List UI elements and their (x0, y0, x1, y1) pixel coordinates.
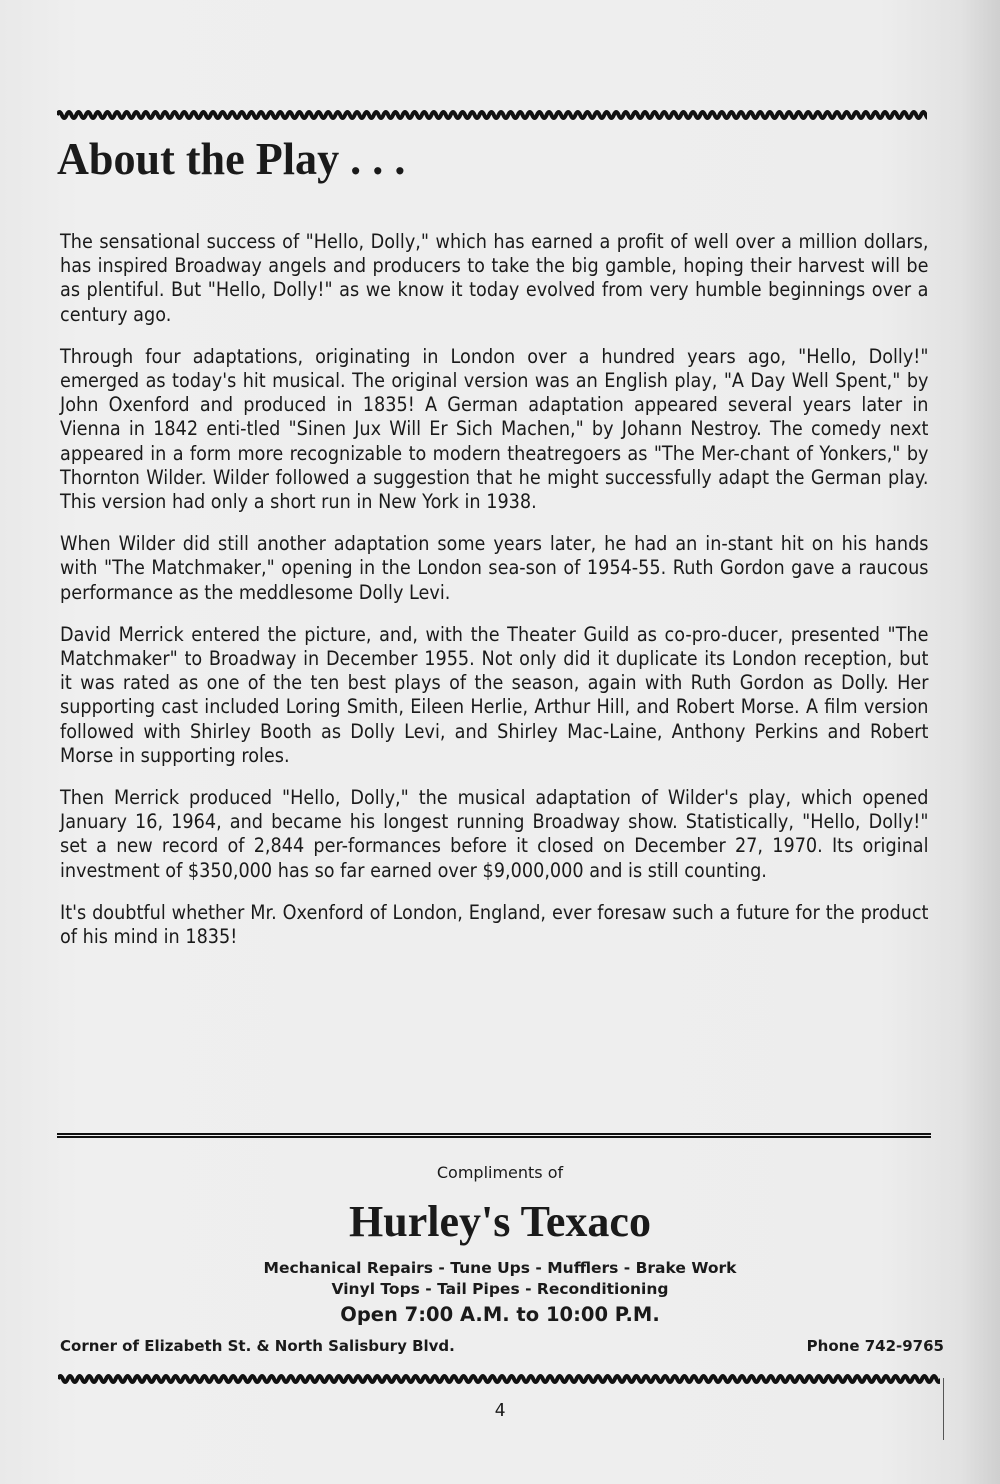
ad-services-line: Vinyl Tops - Tail Pipes - Reconditioning (331, 1280, 669, 1298)
ad-contact-row (60, 1337, 944, 1355)
ad-services-line: Mechanical Repairs - Tune Ups - Mufflers - Brake Work (263, 1259, 737, 1277)
paragraph: David Merrick entered the picture, and, with the Theater Guild as co-pro-ducer, presented "The Matchmaker" to Broadway in December 1955. Not only did it duplicate its London reception, but it was rated as one of the ten best plays of the season, again with Ruth Gordon as Dolly. Her supporting cast included Loring Smith, Eileen Herlie, Arthur Hill, and Robert Morse. A film version followed with Shirley Booth as Dolly Levi, and Shirley Mac-Laine, Anthony Perkins and Robert Morse in supporting roles. (60, 622, 929, 767)
wavy-rule-top (57, 108, 927, 122)
ad-address: Corner of Elizabeth St. & North Salisbury Blvd. (60, 1337, 455, 1355)
paragraph: Then Merrick produced "Hello, Dolly," the musical adaptation of Wilder's play, which opened January 16, 1964, and became his longest running Broadway show. Statistically, "Hello, Dolly!" set a new record of 2,844 per-formances before it closed on December 27, 1970. Its original investment of $350,000 has so far earned over $9,000,000 and is still counting. (60, 786, 929, 882)
paragraph: Through four adaptations, originating in London over a hundred years ago, "Hello, Dolly!" emerged as today's hit musical. The original version was an English play, "A Day Well Spent," by John Oxenford and produced in 1835! A German adaptation appeared several years later in Vienna in 1842 enti-tled "Sinen Jux Will Er Sich Machen," by Johann Nestroy. The comedy next appeared in a form more recognizable to modern theatregoers as "The Mer-chant of Yonkers," by Thornton Wilder. Wilder followed a suggestion that he might successfully adapt the German play. This version had only a short run in New York in 1938. (60, 344, 929, 514)
ad-hours: Open 7:00 A.M. to 10:00 P.M. (340, 1303, 660, 1326)
page-title: About the Play . . . (57, 133, 406, 184)
paragraph: The sensational success of "Hello, Dolly," which has earned a profit of well over a million dollars, has inspired Broadway angels and producers to take the big gamble, hoping their harvest will be as plentiful. But "Hello, Dolly!" as we know it today evolved from very humble beginnings over a century ago. (60, 230, 929, 326)
double-rule-divider (57, 1133, 931, 1138)
article-body (60, 230, 928, 967)
paragraph: When Wilder did still another adaptation some years later, he had an in-stant hit on his hands with "The Matchmaker," opening in the London sea-son of 1954-55. Ruth Gordon gave a raucous performance as the meddlesome Dolly Levi. (60, 532, 929, 604)
ad-services (57, 1258, 943, 1300)
wavy-rule-bottom (58, 1372, 940, 1386)
ad-business-name: Hurley's Texaco (349, 1197, 651, 1246)
ad-phone: Phone 742-9765 (806, 1337, 944, 1355)
ad-compliments: Compliments of (436, 1163, 564, 1182)
page-number: 4 (494, 1400, 506, 1421)
paragraph: It's doubtful whether Mr. Oxenford of London, England, ever foresaw such a future for the product of his mind in 1835! (60, 900, 929, 949)
